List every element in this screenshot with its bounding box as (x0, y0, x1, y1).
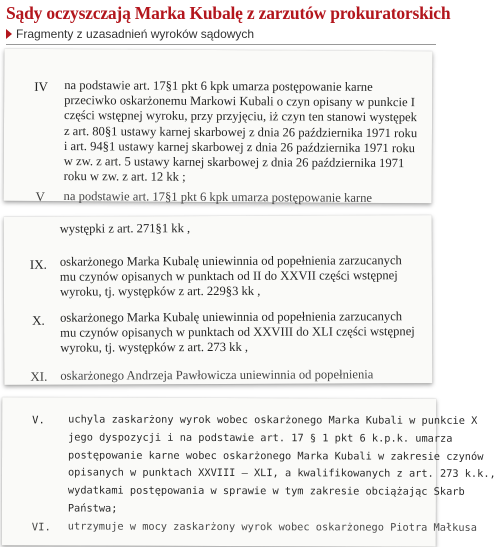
item-ix-text (60, 253, 412, 300)
text-line: części wstępnej wyroku, przy przyjęciu, iż czyn ten stanowi występek (64, 108, 417, 125)
item-number-ix: IX. (29, 256, 47, 272)
item-number-v: V (35, 188, 46, 204)
text-line: i art. 94§1 ustawy karnej skarbowej z dnia 26 października 1971 roku (63, 138, 416, 156)
item-number-vi: VI. (31, 521, 51, 534)
text-line: opisanych w punktach XXVIII – XLI, a kwalifikowanych z art. 273 k.k., (67, 466, 496, 481)
item-v-text (67, 411, 496, 519)
item-number-iv: IV (34, 78, 49, 94)
continued-text (60, 220, 400, 237)
arrow-right-icon (6, 29, 12, 39)
text-line: mu czynów opisanych w punktach od XXVIII do XLI części wstępnej (60, 324, 415, 340)
document-fragment-1 (4, 49, 433, 204)
text-line: na podstawie art. 17§1 pkt 6 kpk umarza postępowanie karne (64, 78, 373, 94)
item-number-x: X. (32, 312, 45, 328)
item-v-text (64, 189, 409, 206)
text-line: wydatkami postępowania w sprawie w tym zakresie obciążając Skarb (67, 484, 465, 499)
subtitle-text: Fragmenty z uzasadnień wyroków sądowych (16, 27, 255, 41)
text-line: wyroku, tj. występków z art. 273 kk , (60, 340, 249, 356)
text-line: uchyla zaskarżony wyrok wobec oskarżonego Marka Kubali w punkcie X (68, 413, 478, 427)
text-line: przeciwko oskarżonemu Markowi Kubali o czyn opisany w punkcie I (64, 93, 415, 110)
item-vi-text (67, 518, 477, 537)
item-number-v: V. (32, 414, 45, 427)
text-line: oskarżonego Andrzeja Pawłowicza uniewinnia od popełnienia (60, 367, 374, 383)
text-line: mu czynów opisanych w punktach od II do XXVII części wstępnej (59, 268, 398, 284)
text-line: z art. 80§1 ustawy karnej skarbowej z dnia 26 października 1971 roku (63, 123, 418, 140)
item-number-xi: XI. (30, 368, 48, 384)
text-line: postępowanie karne wobec oskarżonego Marka Kubali w zakresie czynów (68, 449, 484, 463)
item-iv-text (63, 78, 418, 187)
text-line: w zw. z art. 5 ustawy karnej skarbowej z dnia 26 października 1971 (63, 154, 405, 171)
text-line: wyroku, tj. występków z art. 229§3 kk , (59, 284, 261, 300)
text-line: Państwa; (67, 502, 118, 515)
text-line: występki z art. 271§1 kk , (59, 221, 191, 236)
text-line: roku w zw. z art. 12 kk ; (63, 169, 186, 185)
document-fragment-3 (2, 397, 496, 547)
page-title: Sądy oczyszczają Marka Kubalę z zarzutów prokuratorskich (6, 3, 451, 23)
text-line: na podstawie art. 17§1 pkt 6 kpk umarza postępowanie karne (63, 189, 373, 205)
item-xi-text (60, 367, 412, 384)
item-x-text (60, 309, 415, 356)
text-line: oskarżonego Marka Kubalę uniewinnia od popełnienia zarzucanych (59, 253, 402, 269)
text-line: jego dyspozycji i na podstawie art. 17 § 1 pkt 6 k.p.k. umarza (68, 431, 453, 445)
document-fragment-2 (4, 215, 433, 385)
subtitle (6, 27, 436, 43)
text-line: utrzymuje w mocy zaskarżony wyrok wobec oskarżonego Piotra Małkusa (67, 520, 477, 534)
header-divider (6, 44, 436, 45)
text-line: oskarżonego Marka Kubalę uniewinnia od popełnienia zarzucanych (60, 309, 403, 325)
